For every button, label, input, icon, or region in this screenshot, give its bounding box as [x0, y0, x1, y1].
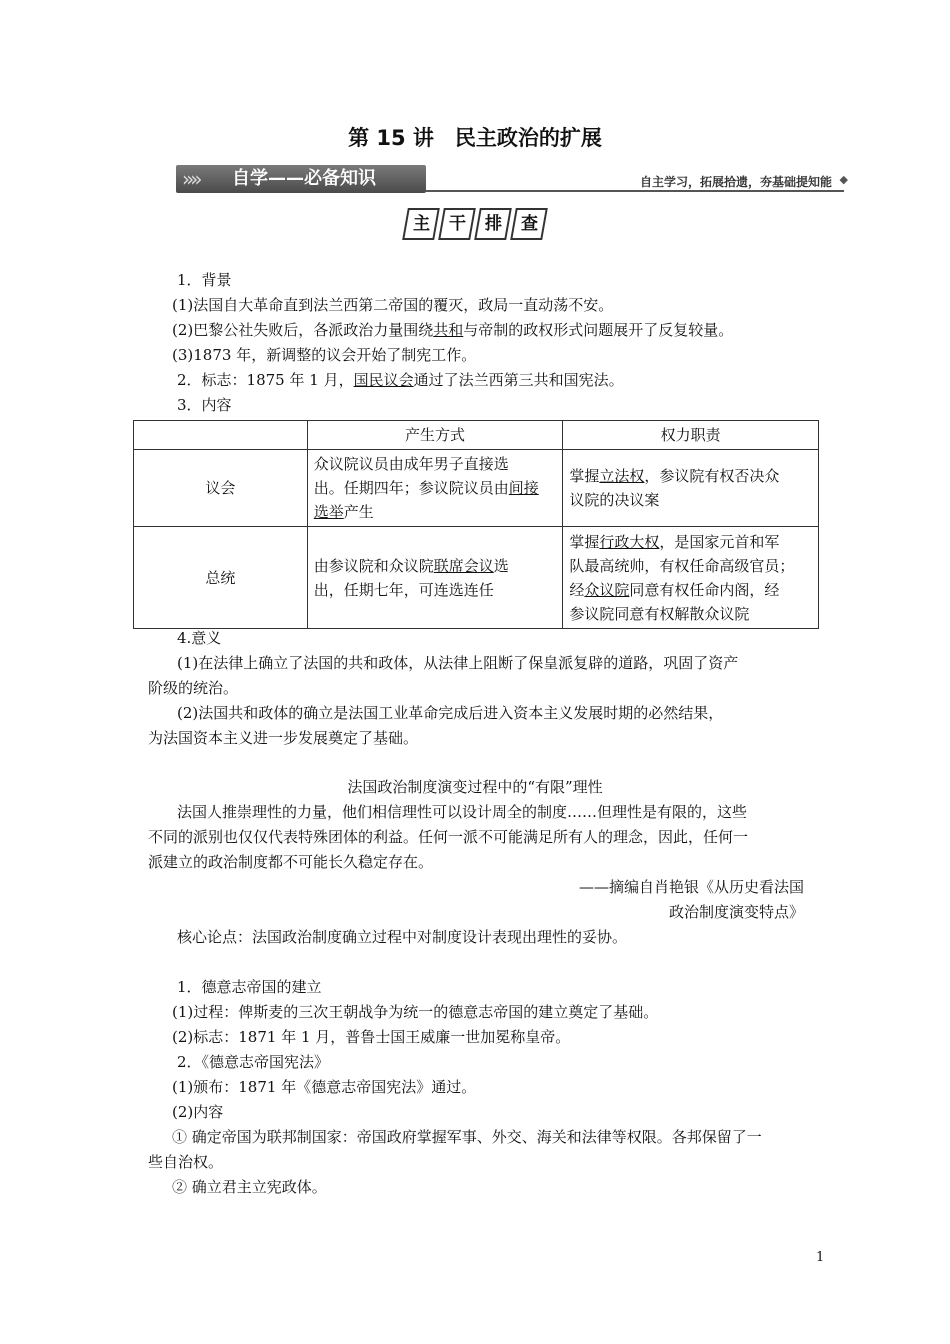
- banner-label: 自学——必备知识: [232, 168, 376, 189]
- table-cell: 由参议院和众议院联席会议选 出，任期七年，可连选连任: [307, 527, 563, 629]
- table-row: [134, 450, 819, 527]
- paragraph: (1)法国自大革命直到法兰西第二帝国的覆灭，政局一直动荡不安。: [172, 296, 614, 314]
- underlined-term: 国民议会: [353, 371, 414, 389]
- table-row-label: 总统: [134, 527, 308, 629]
- tag-char: 排: [474, 208, 512, 240]
- quote-title: 法国政治制度演变过程中的“有限”理性: [347, 778, 603, 796]
- paragraph: 为法国资本主义进一步发展奠定了基础。: [148, 729, 419, 747]
- diamond-icon: ◆: [839, 173, 848, 186]
- table-row: [134, 527, 819, 629]
- paragraph: ① 确定帝国为联邦制国家：帝国政府掌握军事、外交、海关和法律等权限。各邦保留了一: [172, 1128, 762, 1146]
- table-header-cell: [134, 421, 308, 450]
- heading-content: 3．内容: [177, 396, 232, 414]
- paragraph: (2)法国共和政体的确立是法国工业革命完成后进入资本主义发展时期的必然结果，: [177, 704, 724, 722]
- paragraph: (1)过程：俾斯麦的三次王朝战争为统一的德意志帝国的建立奠定了基础。: [172, 1003, 659, 1021]
- table-cell: 掌握立法权，参议院有权否决众 议院的决议案: [563, 450, 819, 527]
- table-header-row: [134, 421, 819, 450]
- page-title: 第 15 讲 民主政治的扩展: [348, 126, 602, 150]
- paragraph: (2)标志：1871 年 1 月，普鲁士国王威廉一世加冕称皇帝。: [172, 1028, 571, 1046]
- quote-text: 不同的派别也仅仅代表特殊团体的利益。任何一派不可能满足所有人的理念，因此，任何一: [148, 828, 749, 846]
- content-table: [133, 420, 819, 629]
- tag-char: 查: [510, 208, 548, 240]
- table-header-cell: 权力职责: [563, 421, 819, 450]
- paragraph: (2)巴黎公社失败后，各派政治力量围绕共和与帝制的政权形式问题展开了反复较量。: [172, 321, 734, 339]
- paragraph: ② 确立君主立宪政体。: [172, 1178, 327, 1196]
- banner-rule: [426, 190, 844, 192]
- table-cell: 众议院议员由成年男子直接选 出。任期四年；参议院议员由间接 选举产生: [307, 450, 563, 527]
- banner-dark-block: [176, 165, 426, 193]
- paragraph: 些自治权。: [148, 1153, 224, 1171]
- page-number: 1: [816, 1250, 825, 1265]
- heading-significance: 4.意义: [177, 629, 222, 647]
- table-cell: 掌握行政大权，是国家元首和军 队最高统帅，有权任命高级官员； 经众议院同意有权任命内阁，经 参议院同意有权解散众议院: [563, 527, 819, 629]
- heading-constitution: 2．《德意志帝国宪法》: [177, 1053, 330, 1071]
- paragraph: (2)内容: [172, 1103, 224, 1121]
- quote-source: ——摘编自肖艳银《从历史看法国: [578, 878, 804, 896]
- tag-char: 干: [438, 208, 476, 240]
- table-header-cell: 产生方式: [307, 421, 563, 450]
- table-row-label: 议会: [134, 450, 308, 527]
- paragraph: (3)1873 年，新调整的议会开始了制宪工作。: [172, 346, 477, 364]
- quote-text: 法国人推崇理性的力量，他们相信理性可以设计周全的制度……但理性是有限的，这些: [177, 803, 748, 821]
- heading-germany: 1．德意志帝国的建立: [177, 978, 322, 996]
- section-banner: [176, 165, 848, 195]
- section-tags: [0, 208, 950, 240]
- chevron-right-icon: »»: [182, 167, 199, 191]
- quote-text: 派建立的政治制度都不可能长久稳定存在。: [148, 853, 434, 871]
- underlined-term: 共和: [433, 321, 464, 339]
- heading-background: 1．背景: [177, 271, 232, 289]
- paragraph: 阶级的统治。: [148, 679, 239, 697]
- quote-source: 政治制度演变特点》: [668, 903, 804, 921]
- banner-subtitle: 自主学习，拓展拾遗，夯基础提知能: [639, 175, 832, 189]
- paragraph: (1)在法律上确立了法国的共和政体，从法律上阻断了保皇派复辟的道路，巩固了资产: [177, 654, 739, 672]
- core-argument: 核心论点：法国政治制度确立过程中对制度设计表现出理性的妥协。: [177, 928, 628, 946]
- tag-char: 主: [402, 208, 440, 240]
- heading-sign: 2．标志：1875 年 1 月，国民议会通过了法兰西第三共和国宪法。: [177, 371, 624, 389]
- paragraph: (1)颁布：1871 年《德意志帝国宪法》通过。: [172, 1078, 477, 1096]
